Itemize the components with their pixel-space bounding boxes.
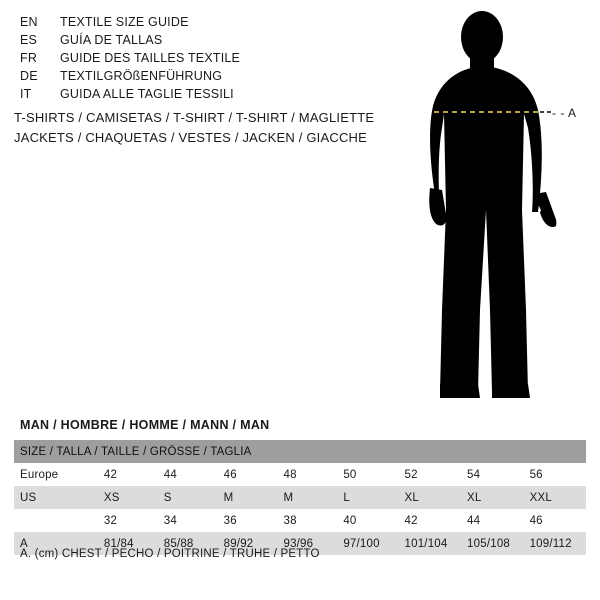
language-title: GUÍA DE TALLAS xyxy=(60,33,163,47)
language-row xyxy=(20,51,400,69)
cell: L xyxy=(337,486,398,509)
figure-silhouette xyxy=(429,11,556,398)
cell: 40 xyxy=(337,509,398,532)
table-row xyxy=(14,509,586,532)
cell: 93/96 xyxy=(277,532,337,555)
chest-callout-label: - - A xyxy=(552,106,577,120)
male-figure-illustration xyxy=(400,10,590,400)
cell: 56 xyxy=(524,463,586,486)
cell: 54 xyxy=(461,463,524,486)
table-gender-title: MAN / HOMBRE / HOMME / MANN / MAN xyxy=(20,418,270,432)
language-header-block xyxy=(20,15,400,105)
cell: 42 xyxy=(399,509,462,532)
cell: 109/112 xyxy=(524,532,586,555)
language-row xyxy=(20,87,400,105)
category-line-tshirts: T-SHIRTS / CAMISETAS / T-SHIRT / T-SHIRT / MAGLIETTE xyxy=(14,110,375,125)
language-title: TEXTILE SIZE GUIDE xyxy=(60,15,189,29)
category-line-jackets: JACKETS / CHAQUETAS / VESTES / JACKEN / GIACCHE xyxy=(14,130,368,145)
cell: 50 xyxy=(337,463,398,486)
cell: 32 xyxy=(98,509,158,532)
cell: 81/84 xyxy=(98,532,158,555)
cell: 52 xyxy=(399,463,462,486)
row-label xyxy=(14,509,98,532)
cell: 42 xyxy=(98,463,158,486)
cell: S xyxy=(158,486,218,509)
cell: M xyxy=(218,486,278,509)
size-table xyxy=(14,440,586,555)
cell: XL xyxy=(399,486,462,509)
cell: 44 xyxy=(461,509,524,532)
cell: XL xyxy=(461,486,524,509)
row-label: Europe xyxy=(14,463,98,486)
size-table-wrapper xyxy=(14,440,586,555)
language-title: GUIDA ALLE TAGLIE TESSILI xyxy=(60,87,234,101)
cell: XS xyxy=(98,486,158,509)
language-code: ES xyxy=(20,33,38,47)
cell: 36 xyxy=(218,509,278,532)
language-title: GUIDE DES TAILLES TEXTILE xyxy=(60,51,241,65)
cell: 46 xyxy=(524,509,586,532)
cell: 97/100 xyxy=(337,532,398,555)
cell: 34 xyxy=(158,509,218,532)
cell: M xyxy=(277,486,337,509)
cell: 44 xyxy=(158,463,218,486)
language-code: EN xyxy=(20,15,38,29)
language-row xyxy=(20,15,400,33)
cell: 85/88 xyxy=(158,532,218,555)
category-block xyxy=(14,110,434,150)
cell: XXL xyxy=(524,486,586,509)
language-code: DE xyxy=(20,69,38,83)
table-row xyxy=(14,486,586,509)
cell: 48 xyxy=(277,463,337,486)
language-row xyxy=(20,69,400,87)
measurement-footnote: A. (cm) CHEST / PECHO / POITRINE / TRUHE / PETTO xyxy=(20,548,320,560)
table-header-label: SIZE / TALLA / TAILLE / GRÖSSE / TAGLIA xyxy=(14,440,586,463)
language-code: FR xyxy=(20,51,38,65)
language-title: TEXTILGRÖßENFÜHRUNG xyxy=(60,69,223,83)
cell: 89/92 xyxy=(218,532,278,555)
row-label: US xyxy=(14,486,98,509)
row-label: A xyxy=(14,532,98,555)
cell: 38 xyxy=(277,509,337,532)
cell: 101/104 xyxy=(399,532,462,555)
table-row xyxy=(14,463,586,486)
language-row xyxy=(20,33,400,51)
language-code: IT xyxy=(20,87,32,101)
table-header-row xyxy=(14,440,586,463)
cell: 105/108 xyxy=(461,532,524,555)
cell: 46 xyxy=(218,463,278,486)
